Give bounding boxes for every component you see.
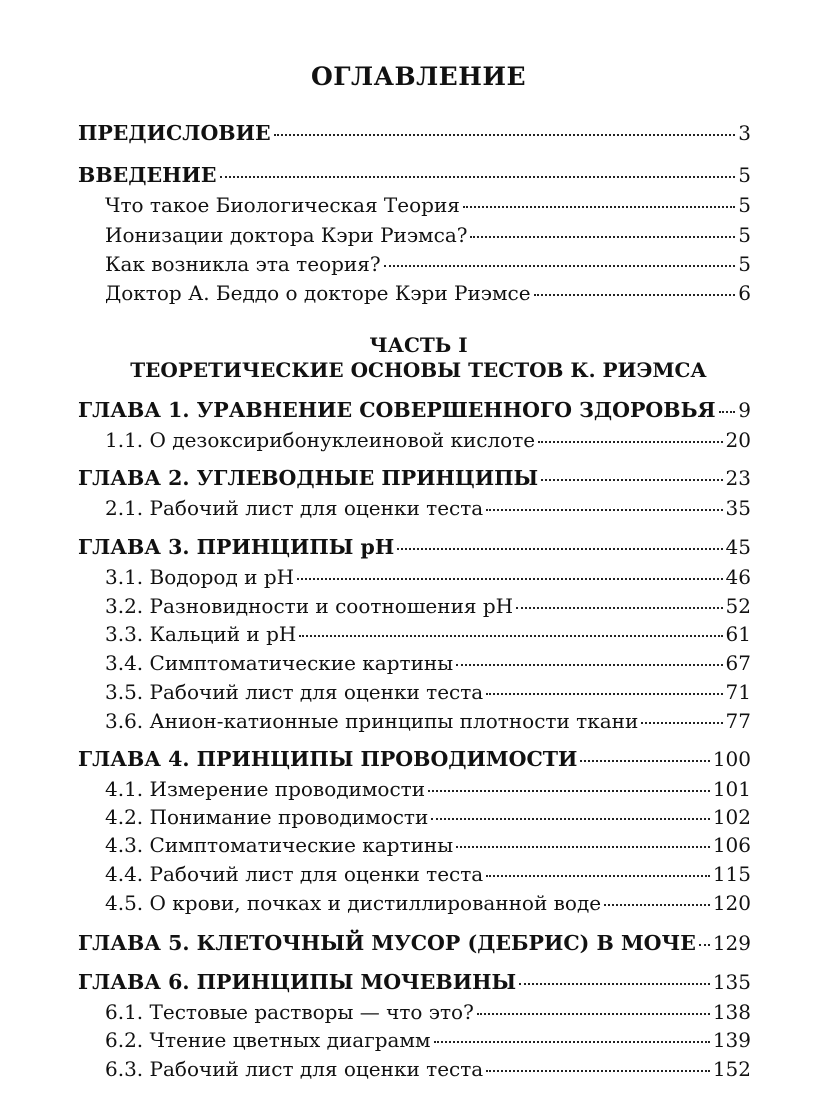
dot-leader [719,411,736,413]
entry-page-number: 77 [725,709,751,733]
entry-label: 3.6. Анион-катионные принципы плотности ткани [105,709,639,733]
dot-leader [428,790,710,792]
toc-subentry [105,860,751,888]
dot-leader [538,441,722,443]
toc-chapter-1 [78,396,751,424]
dot-leader [534,294,736,296]
toc-subentry [105,563,751,591]
entry-label: ГЛАВА 4. ПРИНЦИПЫ ПРОВОДИМОСТИ [78,747,578,771]
toc-subentry [105,678,751,706]
entry-label: 4.4. Рабочий лист для оценки теста [105,862,484,886]
entry-page-number: 138 [712,1000,751,1024]
part-title-heading: ТЕОРЕТИЧЕСКИЕ ОСНОВЫ ТЕСТОВ К. РИЭМСА [130,358,707,382]
entry-label: ГЛАВА 3. ПРИНЦИПЫ pH [78,535,395,559]
toc-subentry [105,426,751,454]
dot-leader [434,1041,710,1043]
entry-label: ПРЕДИСЛОВИЕ [78,121,271,145]
toc-chapter-2 [78,464,751,492]
toc-subentry [105,494,751,522]
entry-page-number: 71 [725,680,751,704]
entry-page-number: 106 [712,833,751,857]
toc-subentry [105,1026,751,1054]
entry-page-number: 9 [738,398,751,422]
entry-label: ГЛАВА 6. ПРИНЦИПЫ МОЧЕВИНЫ [78,970,517,994]
toc-chapter-6 [78,968,751,996]
dot-leader [604,904,710,906]
dot-leader [519,983,710,985]
entry-label: 4.3. Симптоматические картины [105,833,454,857]
toc-subentry [105,649,751,677]
toc-subentry [105,191,751,219]
entry-page-number: 23 [725,466,751,490]
entry-label: ГЛАВА 2. УГЛЕВОДНЫЕ ПРИНЦИПЫ [78,466,539,490]
entry-page-number: 3 [738,121,751,145]
dot-leader [486,875,710,877]
entry-page-number: 5 [738,163,751,187]
dot-leader [486,693,722,695]
toc-subentry [105,775,751,803]
dot-leader [456,664,722,666]
dot-leader [384,265,736,267]
dot-leader [486,1070,710,1072]
entry-page-number: 5 [738,252,751,276]
entry-page-number: 129 [712,931,751,955]
dot-leader [516,607,722,609]
entry-page-number: 100 [712,747,751,771]
toc-entry-preface [78,119,751,147]
entry-label: 6.2. Чтение цветных диаграмм [105,1028,431,1052]
entry-page-number: 120 [712,891,751,915]
toc-subentry [105,1055,751,1083]
entry-page-number: 152 [712,1057,751,1081]
toc-subentry [105,998,751,1026]
toc-subentry [105,250,751,278]
dot-leader [641,722,722,724]
toc-subentry [105,279,751,307]
entry-label: 1.1. О дезоксирибонуклеиновой кислоте [105,428,536,452]
entry-page-number: 5 [738,223,751,247]
entry-label: Доктор А. Беддо о докторе Кэри Риэмсе [105,281,531,305]
entry-page-number: 67 [725,651,751,675]
toc-subentry [105,592,751,620]
entry-page-number: 45 [725,535,751,559]
dot-leader [456,846,710,848]
entry-label: ГЛАВА 5. КЛЕТОЧНЫЙ МУСОР (ДЕБРИС) В МОЧЕ [78,931,696,955]
page-title: ОГЛАВЛЕНИЕ [310,62,527,91]
entry-label: ГЛАВА 1. УРАВНЕНИЕ СОВЕРШЕННОГО ЗДОРОВЬЯ [78,398,716,422]
dot-leader [541,479,722,481]
entry-label: 3.1. Водород и pH [105,565,295,589]
dot-leader [470,236,735,238]
entry-page-number: 102 [712,805,751,829]
toc-subentry [105,831,751,859]
entry-label: 4.1. Измерение проводимости [105,777,426,801]
entry-page-number: 46 [725,565,751,589]
entry-label: 4.2. Понимание проводимости [105,805,429,829]
dot-leader [297,578,722,580]
toc-chapter-3 [78,533,751,561]
toc-chapter-5 [78,929,751,957]
entry-page-number: 61 [725,622,751,646]
entry-page-number: 115 [712,862,751,886]
toc-entry-introduction [78,161,751,189]
entry-label: Как возникла эта теория? [105,252,381,276]
toc-subentry [105,707,751,735]
dot-leader [299,635,722,637]
dot-leader [699,944,710,946]
entry-label: 3.4. Симптоматические картины [105,651,454,675]
dot-leader [477,1013,710,1015]
entry-label: 3.3. Кальций и pH [105,622,297,646]
entry-page-number: 52 [725,594,751,618]
toc-subentry [105,889,751,917]
entry-label: 3.2. Разновидности и соотношения pH [105,594,514,618]
dot-leader [463,206,735,208]
dot-leader [580,760,709,762]
entry-page-number: 35 [725,496,751,520]
entry-label: Ионизации доктора Кэри Риэмса? [105,223,468,247]
entry-page-number: 5 [738,193,751,217]
dot-leader [431,818,710,820]
toc-chapter-4 [78,745,751,773]
entry-page-number: 139 [712,1028,751,1052]
entry-label: 2.1. Рабочий лист для оценки теста [105,496,484,520]
dot-leader [486,509,722,511]
entry-page-number: 20 [725,428,751,452]
toc-subentry [105,221,751,249]
dot-leader [220,176,736,178]
entry-label: 3.5. Рабочий лист для оценки теста [105,680,484,704]
entry-label: 6.1. Тестовые растворы — что это? [105,1000,474,1024]
dot-leader [397,548,722,550]
entry-label: ВВЕДЕНИЕ [78,163,217,187]
toc-subentry [105,620,751,648]
entry-page-number: 6 [738,281,751,305]
dot-leader [274,134,736,136]
entry-page-number: 135 [712,970,751,994]
part-number-heading: ЧАСТЬ I [369,333,468,357]
toc-subentry [105,803,751,831]
entry-page-number: 101 [712,777,751,801]
entry-label: 6.3. Рабочий лист для оценки теста [105,1057,484,1081]
entry-label: 4.5. О крови, почках и дистиллированной воде [105,891,602,915]
entry-label: Что такое Биологическая Теория [105,193,460,217]
